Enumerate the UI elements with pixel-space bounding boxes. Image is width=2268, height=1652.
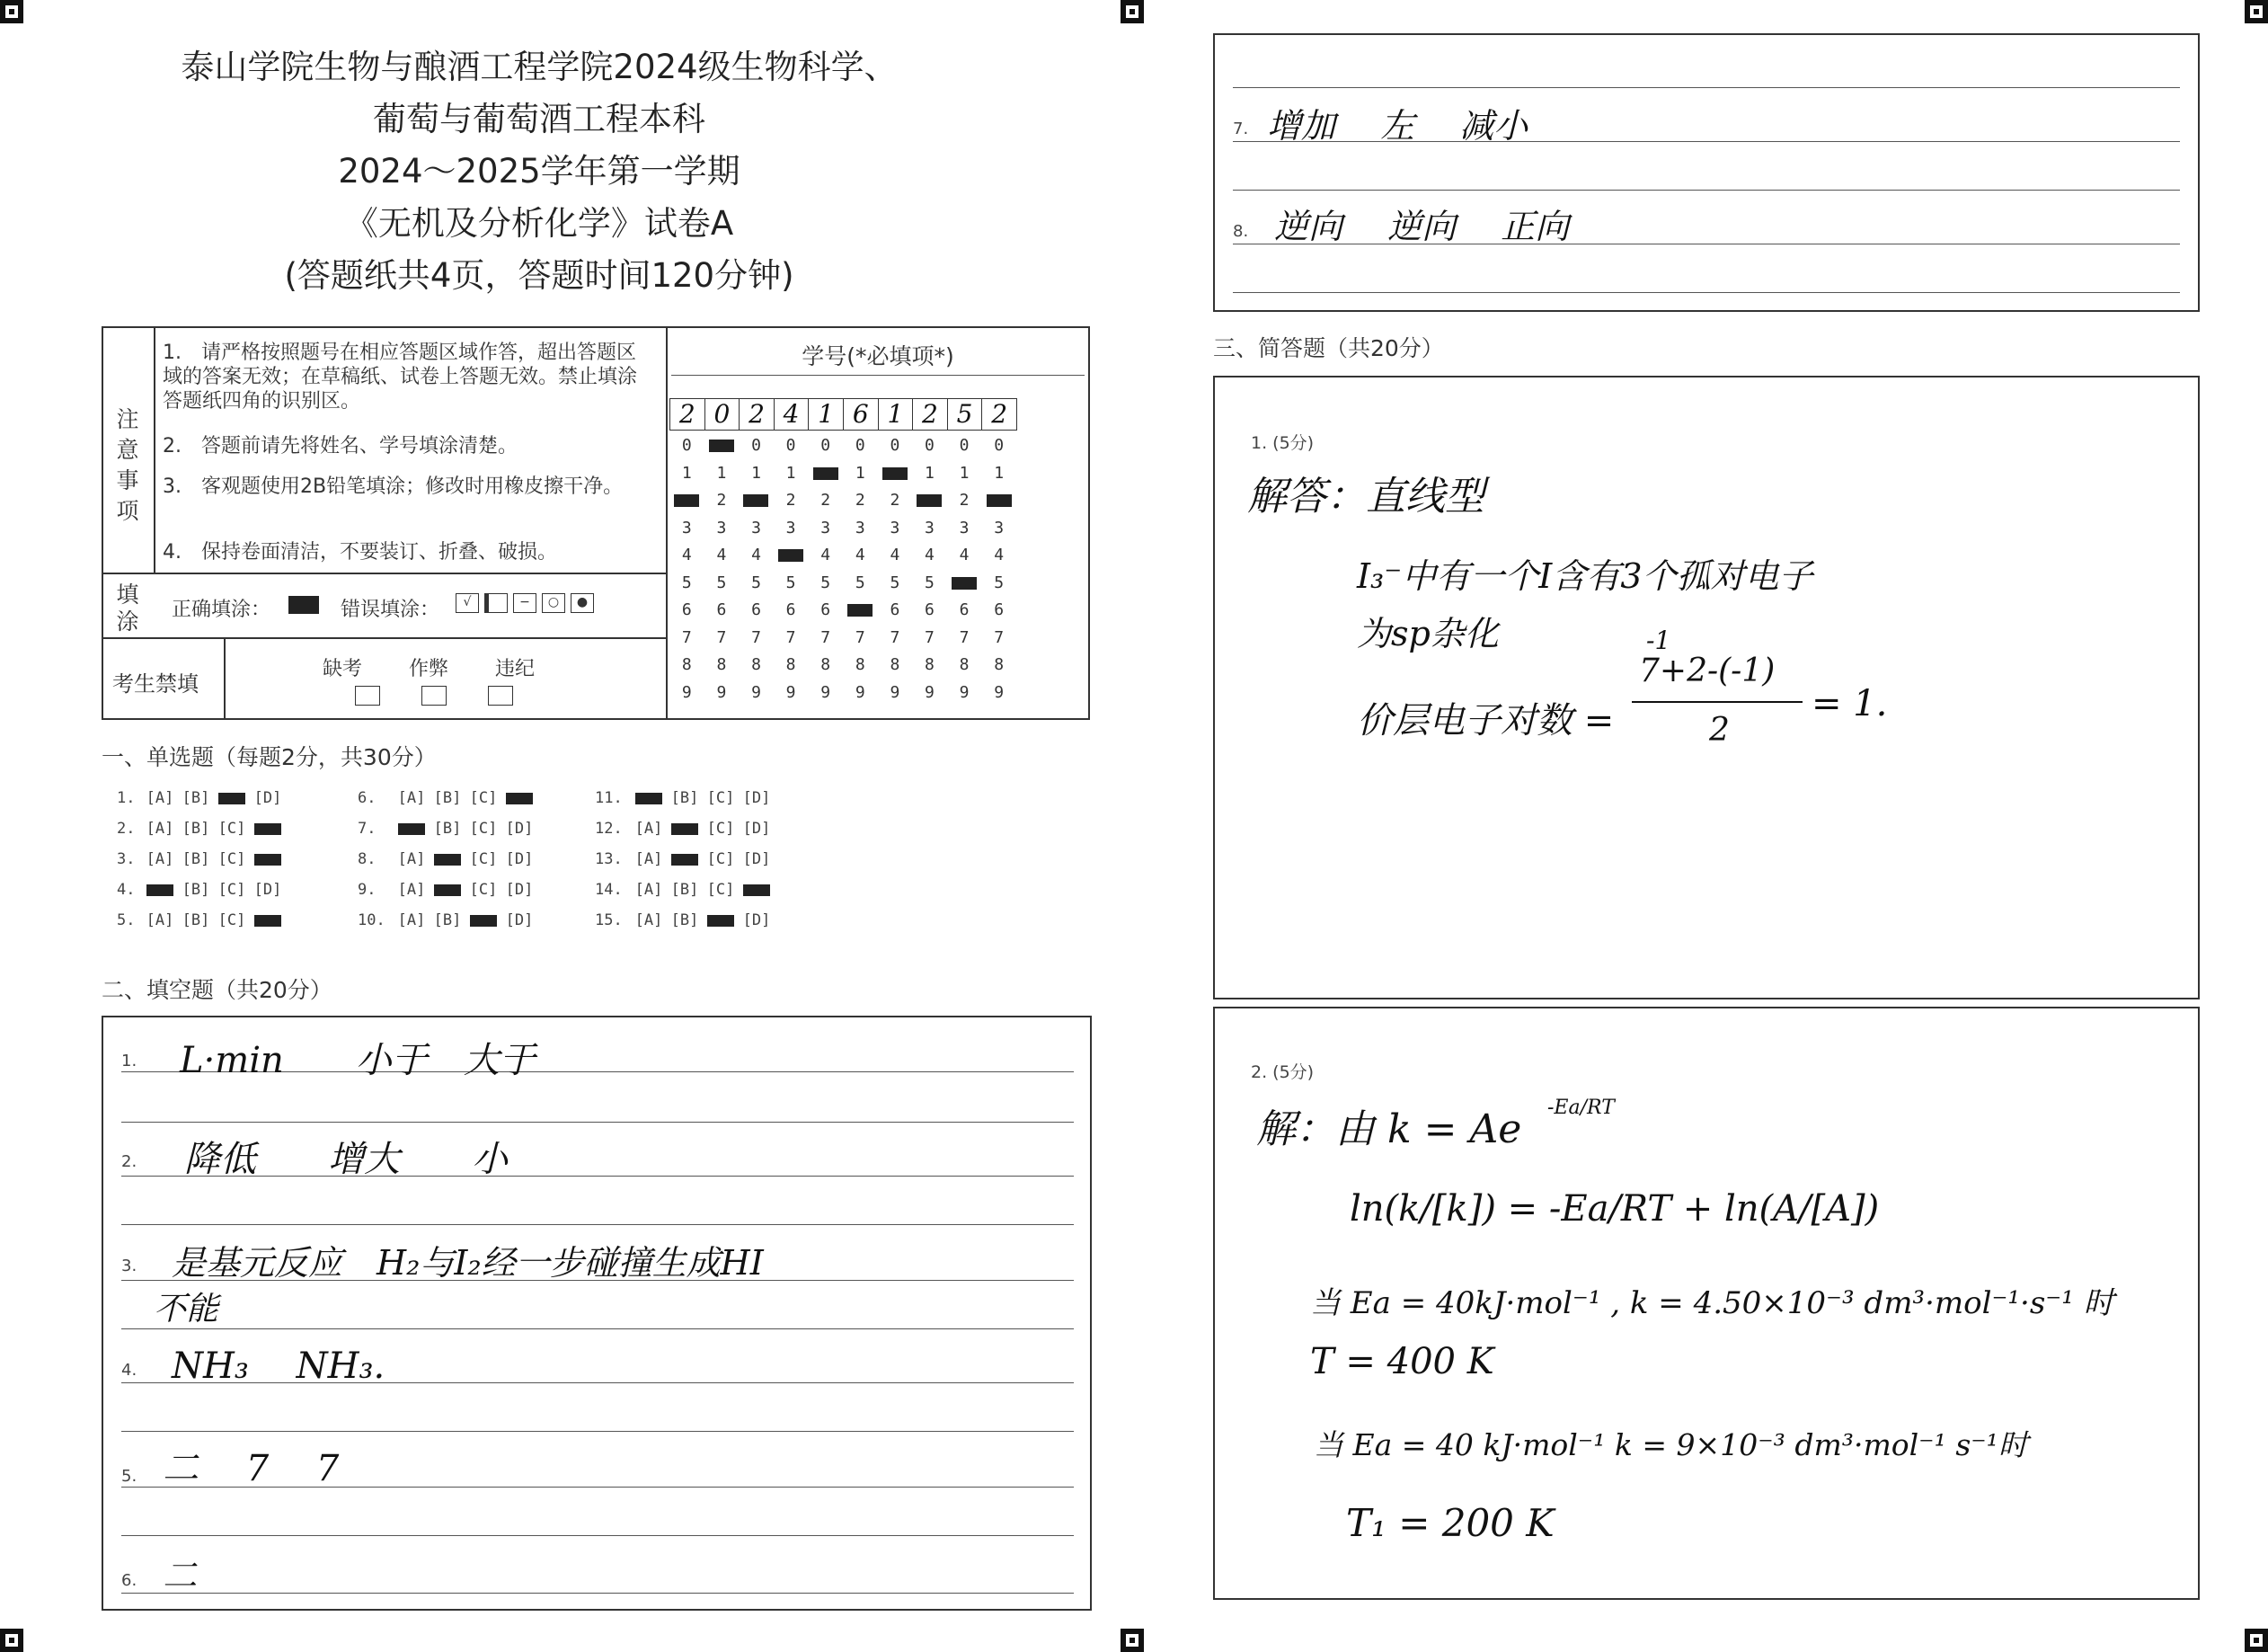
mc-option-b[interactable]: [B]	[670, 881, 699, 899]
q1-line-3: 为sp杂化	[1357, 614, 1499, 653]
id-bubble[interactable]: 4	[716, 546, 727, 564]
id-bubble[interactable]: 5	[925, 573, 935, 592]
blank-q5-answer: 二 7 7	[163, 1448, 340, 1489]
id-bubble[interactable]: 3	[994, 518, 1005, 537]
mc-option-d[interactable]: [D]	[742, 911, 771, 929]
blank-q6-answer: 二	[163, 1556, 198, 1595]
id-digit-9: 5	[948, 399, 983, 430]
mc-question-number: 1.	[117, 789, 136, 807]
blank-q3-answer: 是基元反应 H₂与I₂经一步碰撞生成HI	[172, 1243, 764, 1283]
mc-option-b[interactable]: [B]	[182, 881, 210, 899]
mc-question-number: 11.	[595, 789, 623, 807]
id-bubble-row	[669, 628, 1016, 647]
mc-option-a[interactable]: [A]	[634, 881, 663, 899]
id-bubble-row	[669, 464, 1016, 483]
fill-blank-box-right	[1213, 33, 2200, 312]
mc-option-filled[interactable]	[667, 850, 703, 868]
student-id-digits	[669, 398, 1017, 431]
notice-item-1: 1. 请严格按照题号在相应答题区域作答，超出答题区域的答案无效；在草稿纸、试卷上答题无效。禁止填涂答题纸四角的识别区。	[163, 342, 638, 413]
blank-q4-answer: NH₃ NH₃.	[172, 1346, 385, 1387]
mc-option-b[interactable]: [B]	[433, 911, 462, 929]
mc-question-number: 2.	[117, 820, 136, 838]
q1-fraction-superscript: -1	[1646, 626, 1671, 655]
id-bubble[interactable]: 9	[716, 682, 727, 702]
id-bubble[interactable]: 7	[855, 627, 865, 647]
id-bubble[interactable]: 7	[751, 627, 761, 647]
mc-question-number: 15.	[595, 911, 623, 929]
wrong-mark-circle: ○	[542, 593, 565, 613]
id-bubble[interactable]: 1	[716, 463, 727, 483]
id-bubble-filled[interactable]	[878, 464, 913, 483]
id-bubble[interactable]: 1	[681, 463, 692, 483]
mc-question-number: 3.	[117, 850, 136, 868]
id-bubble[interactable]: 4	[994, 546, 1005, 564]
mc-question-2	[117, 820, 286, 838]
mc-option-c[interactable]: [C]	[469, 881, 498, 899]
registration-mark-top-left	[0, 0, 23, 23]
id-bubble[interactable]: 1	[959, 463, 970, 483]
id-bubble[interactable]: 3	[959, 518, 970, 537]
id-bubble-filled[interactable]	[912, 491, 947, 510]
id-bubble[interactable]: 1	[751, 463, 761, 483]
mc-option-d[interactable]: [D]	[253, 789, 282, 807]
mc-question-3	[117, 850, 286, 868]
id-bubble[interactable]: 0	[890, 436, 900, 455]
mc-option-filled[interactable]	[739, 881, 775, 899]
id-bubble[interactable]: 8	[890, 655, 900, 674]
id-bubble-row	[669, 573, 1016, 592]
blank-q2-answer: 降低 增大 小	[184, 1139, 508, 1180]
mc-option-c[interactable]: [C]	[217, 850, 246, 868]
mc-option-a[interactable]: [A]	[634, 850, 663, 868]
id-bubble[interactable]: 5	[681, 573, 692, 592]
id-bubble[interactable]: 2	[820, 491, 831, 510]
registration-mark-bottom-left	[0, 1629, 23, 1652]
mc-question-7	[358, 820, 537, 838]
registration-mark-bottom-right	[2245, 1629, 2268, 1652]
header-line-5: (答题纸共4页，答题时间120分钟)	[284, 256, 794, 295]
id-bubble[interactable]: 5	[994, 573, 1005, 592]
id-bubble[interactable]: 8	[925, 655, 935, 674]
mc-option-c[interactable]: [C]	[217, 820, 246, 838]
id-bubble[interactable]: 2	[716, 491, 727, 510]
forbidden-violation: 违纪	[495, 658, 536, 680]
mc-question-number: 6.	[358, 789, 377, 807]
mc-question-13	[595, 850, 775, 868]
mc-option-a[interactable]: [A]	[397, 881, 426, 899]
wrong-fill-label: 错误填涂：	[341, 599, 440, 621]
wrong-mark-partial	[484, 593, 508, 613]
mc-option-filled[interactable]	[250, 820, 286, 838]
q1-line-1: 解答：直线型	[1247, 474, 1484, 520]
mc-option-d[interactable]: [D]	[505, 881, 534, 899]
id-digit-2: 0	[705, 399, 740, 430]
id-bubble[interactable]: 7	[820, 627, 831, 647]
id-bubble[interactable]: 5	[890, 573, 900, 592]
fill-side-label: 填涂	[116, 582, 139, 635]
id-bubble[interactable]: 3	[925, 518, 935, 537]
id-bubble[interactable]: 4	[959, 546, 970, 564]
short-answer-q1-label: 1. (5分)	[1251, 433, 1315, 453]
q2-line-5: 当 Ea = 40 kJ·mol⁻¹ k = 9×10⁻³ dm³·mol⁻¹ s⁻¹时	[1314, 1427, 2028, 1462]
id-bubble-filled[interactable]	[843, 600, 878, 619]
fill-blank-box-left	[102, 1016, 1092, 1611]
mc-option-filled[interactable]	[250, 911, 286, 929]
id-bubble[interactable]: 0	[681, 436, 692, 455]
mc-question-number: 8.	[358, 850, 377, 868]
mc-option-b[interactable]: [B]	[433, 820, 462, 838]
mc-option-filled[interactable]	[631, 789, 667, 807]
id-digit-3: 2	[740, 399, 775, 430]
id-bubble-filled[interactable]	[808, 464, 843, 483]
blank-q4-number: 4.	[121, 1361, 137, 1380]
id-bubble[interactable]: 8	[681, 655, 692, 674]
short-answer-q1-box	[1213, 376, 2200, 999]
mc-option-filled[interactable]	[430, 850, 465, 868]
mc-option-d[interactable]: [D]	[742, 789, 771, 807]
mc-option-filled[interactable]	[667, 820, 703, 838]
q1-fraction-result: = 1.	[1812, 683, 1888, 724]
mc-option-d[interactable]: [D]	[505, 820, 534, 838]
id-bubble[interactable]: 8	[820, 655, 831, 674]
id-bubble[interactable]: 3	[716, 518, 727, 537]
mc-option-b[interactable]: [B]	[182, 850, 210, 868]
id-bubble[interactable]: 9	[681, 682, 692, 702]
q2-exponent: -Ea/RT	[1547, 1097, 1615, 1119]
id-bubble[interactable]: 0	[994, 436, 1005, 455]
mc-option-filled[interactable]	[430, 881, 465, 899]
mc-option-filled[interactable]	[142, 881, 178, 899]
mc-option-filled[interactable]	[703, 911, 739, 929]
notice-item-4: 4. 保持卷面清洁，不要装订、折叠、破损。	[163, 541, 557, 564]
mc-option-d[interactable]: [D]	[742, 820, 771, 838]
id-bubble-filled[interactable]	[669, 491, 704, 510]
id-bubble[interactable]: 7	[716, 627, 727, 647]
id-digit-7: 1	[879, 399, 914, 430]
mc-option-a[interactable]: [A]	[146, 820, 174, 838]
id-bubble[interactable]: 0	[925, 436, 935, 455]
id-bubble[interactable]: 9	[890, 682, 900, 702]
id-bubble[interactable]: 9	[925, 682, 935, 702]
mc-question-number: 7.	[358, 820, 377, 838]
blank-q1-number: 1.	[121, 1052, 137, 1070]
id-bubble-filled[interactable]	[774, 546, 809, 564]
mc-question-6	[358, 789, 537, 807]
id-bubble[interactable]: 8	[751, 655, 761, 674]
mc-option-b[interactable]: [B]	[182, 911, 210, 929]
blank-q7-number: 7.	[1233, 120, 1249, 138]
id-bubble[interactable]: 4	[820, 546, 831, 564]
registration-mark-bottom-center	[1121, 1629, 1144, 1652]
short-answer-q2-label: 2. (5分)	[1251, 1062, 1315, 1082]
registration-mark-top-right	[2245, 0, 2268, 23]
absent-checkbox[interactable]	[355, 686, 380, 706]
id-bubble[interactable]: 5	[855, 573, 865, 592]
mc-option-a[interactable]: [A]	[634, 820, 663, 838]
q2-line-4: T = 400 K	[1310, 1341, 1494, 1382]
mc-question-number: 14.	[595, 881, 623, 899]
id-bubble[interactable]: 1	[855, 463, 865, 483]
id-bubble-row	[669, 683, 1016, 702]
header-line-3: 2024～2025学年第一学期	[338, 152, 740, 191]
id-bubble[interactable]: 6	[925, 600, 935, 619]
id-bubble[interactable]: 9	[994, 682, 1005, 702]
mc-option-d[interactable]: [D]	[505, 850, 534, 868]
mc-question-number: 10.	[358, 911, 385, 929]
q2-line-2: ln(k/[k]) = -Ea/RT + ln(A/[A])	[1350, 1188, 1880, 1230]
id-bubble[interactable]: 7	[959, 627, 970, 647]
blank-q5-number: 5.	[121, 1467, 137, 1486]
mc-option-filled[interactable]	[465, 911, 501, 929]
q2-line-6: T₁ = 200 K	[1346, 1501, 1555, 1545]
blank-q3-answer-line-2: 不能	[154, 1291, 219, 1328]
q1-fraction-bar	[1632, 701, 1803, 703]
mc-option-c[interactable]: [C]	[469, 820, 498, 838]
q2-line-3: 当 Ea = 40kJ·mol⁻¹ , k = 4.50×10⁻³ dm³·mol⁻¹·s⁻¹ 时	[1310, 1285, 2114, 1321]
id-bubble[interactable]: 0	[820, 436, 831, 455]
id-bubble[interactable]: 6	[716, 600, 727, 619]
id-bubble[interactable]: 4	[925, 546, 935, 564]
mc-option-c[interactable]: [C]	[469, 789, 498, 807]
section-3-title: 三、简答题（共20分）	[1213, 335, 1444, 361]
wrong-fill-examples	[456, 593, 599, 613]
id-bubble[interactable]: 5	[751, 573, 761, 592]
mc-option-d[interactable]: [D]	[742, 850, 771, 868]
id-bubble[interactable]: 8	[959, 655, 970, 674]
id-bubble[interactable]: 5	[785, 573, 796, 592]
id-bubble[interactable]: 8	[785, 655, 796, 674]
mc-question-12	[595, 820, 775, 838]
blank-q8-number: 8.	[1233, 222, 1249, 241]
id-bubble[interactable]: 9	[751, 682, 761, 702]
id-bubble[interactable]: 7	[890, 627, 900, 647]
id-bubble[interactable]: 4	[855, 546, 865, 564]
mc-option-filled[interactable]	[250, 850, 286, 868]
id-bubble[interactable]: 7	[994, 627, 1005, 647]
id-bubble-row	[669, 436, 1016, 455]
wrong-mark-dot: ●	[571, 593, 594, 613]
id-bubble[interactable]: 3	[785, 518, 796, 537]
mc-option-b[interactable]: [B]	[182, 820, 210, 838]
mc-question-10	[358, 911, 537, 929]
student-id-title: 学号(*必填项*)	[802, 343, 954, 369]
notice-item-2: 2. 答题前请先将姓名、学号填涂清楚。	[163, 435, 518, 457]
id-bubble[interactable]: 4	[681, 546, 692, 564]
short-answer-q2-box	[1213, 1007, 2200, 1600]
mc-option-a[interactable]: [A]	[634, 911, 663, 929]
wrong-mark-check: √	[456, 593, 479, 613]
forbidden-absent: 缺考	[323, 658, 363, 680]
id-bubble[interactable]: 4	[751, 546, 761, 564]
mc-option-filled[interactable]	[394, 820, 430, 838]
q1-line-2: I₃⁻中有一个I含有3个孤对电子	[1357, 556, 1813, 596]
q1-line-4: 价层电子对数 =	[1357, 700, 1615, 742]
q2-line-1: 解：由 k = Ae	[1256, 1106, 1522, 1152]
id-bubble[interactable]: 2	[855, 491, 865, 510]
id-digit-1: 2	[670, 399, 705, 430]
mc-option-filled[interactable]	[501, 789, 537, 807]
id-bubble[interactable]: 7	[785, 627, 796, 647]
id-bubble[interactable]: 9	[820, 682, 831, 702]
mc-question-number: 5.	[117, 911, 136, 929]
notice-side-label: 注意事项	[116, 406, 139, 524]
id-bubble[interactable]: 0	[959, 436, 970, 455]
id-bubble[interactable]: 8	[716, 655, 727, 674]
id-digit-5: 1	[809, 399, 844, 430]
id-bubble[interactable]: 7	[925, 627, 935, 647]
forbidden-cheat: 作弊	[409, 658, 449, 680]
id-bubble[interactable]: 0	[785, 436, 796, 455]
id-bubble[interactable]: 7	[681, 627, 692, 647]
id-bubble[interactable]: 6	[751, 600, 761, 619]
blank-q1-answer: L·min 小于 大于	[180, 1040, 536, 1081]
mc-option-a[interactable]: [A]	[397, 850, 426, 868]
cheat-checkbox[interactable]	[421, 686, 447, 706]
q1-fraction-denominator: 2	[1709, 712, 1730, 749]
mc-option-a[interactable]: [A]	[146, 789, 174, 807]
id-bubble-row	[669, 519, 1016, 537]
mc-option-c[interactable]: [C]	[217, 881, 246, 899]
header-line-1: 泰山学院生物与酿酒工程学院2024级生物科学、	[181, 48, 898, 86]
mc-option-a[interactable]: [A]	[146, 850, 174, 868]
id-digit-6: 6	[844, 399, 879, 430]
id-bubble-filled[interactable]	[981, 491, 1016, 510]
mc-question-14	[595, 881, 775, 899]
section-2-title: 二、填空题（共20分）	[102, 977, 332, 1003]
id-bubble[interactable]: 8	[855, 655, 865, 674]
mc-option-c[interactable]: [C]	[706, 789, 735, 807]
id-bubble[interactable]: 6	[959, 600, 970, 619]
id-bubble-filled[interactable]	[947, 573, 982, 592]
id-bubble[interactable]: 8	[994, 655, 1005, 674]
correct-fill-label: 正确填涂：	[172, 599, 271, 621]
mc-option-a[interactable]: [A]	[397, 911, 426, 929]
id-bubble[interactable]: 3	[751, 518, 761, 537]
mc-question-15	[595, 911, 775, 929]
id-digit-10: 2	[982, 399, 1017, 430]
id-bubble[interactable]: 6	[994, 600, 1005, 619]
q1-fraction-numerator: 7+2-(-1)	[1639, 653, 1776, 689]
mc-option-d[interactable]: [D]	[505, 911, 534, 929]
student-id-bubble-grid	[669, 436, 1092, 715]
registration-mark-top-center	[1121, 0, 1144, 23]
mc-question-8	[358, 850, 537, 868]
mc-question-number: 12.	[595, 820, 623, 838]
id-bubble[interactable]: 5	[716, 573, 727, 592]
blank-q7-answer: 增加 左 减小	[1267, 106, 1528, 146]
mc-option-c[interactable]: [C]	[706, 820, 735, 838]
id-bubble-row	[669, 600, 1016, 619]
id-bubble-row	[669, 655, 1016, 674]
id-digit-4: 4	[775, 399, 810, 430]
notice-item-3: 3. 客观题使用2B铅笔填涂；修改时用橡皮擦干净。	[163, 475, 624, 498]
id-bubble-row	[669, 491, 1016, 510]
id-bubble[interactable]: 4	[890, 546, 900, 564]
blank-q8-answer: 逆向 逆向 正向	[1274, 207, 1570, 246]
id-bubble[interactable]: 6	[681, 600, 692, 619]
mc-question-number: 4.	[117, 881, 136, 899]
mc-question-4	[117, 881, 286, 899]
id-bubble[interactable]: 9	[785, 682, 796, 702]
blank-q2-number: 2.	[121, 1152, 137, 1171]
blank-q6-number: 6.	[121, 1571, 137, 1590]
mc-option-c[interactable]: [C]	[217, 911, 246, 929]
id-bubble[interactable]: 1	[785, 463, 796, 483]
mc-option-c[interactable]: [C]	[706, 850, 735, 868]
info-block	[102, 326, 1090, 720]
id-bubble[interactable]: 6	[820, 600, 831, 619]
id-bubble[interactable]: 9	[855, 682, 865, 702]
id-bubble[interactable]: 3	[681, 518, 692, 537]
mc-question-11	[595, 789, 775, 807]
mc-question-1	[117, 789, 286, 807]
id-bubble[interactable]: 3	[855, 518, 865, 537]
id-bubble[interactable]: 2	[959, 491, 970, 510]
correct-fill-example	[288, 596, 319, 614]
mc-option-b[interactable]: [B]	[670, 789, 699, 807]
mc-option-b[interactable]: [B]	[182, 789, 210, 807]
id-bubble[interactable]: 6	[890, 600, 900, 619]
id-bubble-row	[669, 546, 1016, 564]
mc-option-d[interactable]: [D]	[253, 881, 282, 899]
id-bubble[interactable]: 1	[994, 463, 1005, 483]
header-line-2: 葡萄与葡萄酒工程本科	[373, 100, 705, 138]
mc-option-b[interactable]: [B]	[670, 911, 699, 929]
id-bubble[interactable]: 5	[820, 573, 831, 592]
id-bubble[interactable]: 0	[855, 436, 865, 455]
mc-question-number: 13.	[595, 850, 623, 868]
id-bubble[interactable]: 2	[785, 491, 796, 510]
section-1-title: 一、单选题（每题2分，共30分）	[102, 744, 437, 770]
mc-option-c[interactable]: [C]	[706, 881, 735, 899]
mc-question-5	[117, 911, 286, 929]
mc-question-number: 9.	[358, 881, 377, 899]
mc-option-a[interactable]: [A]	[146, 911, 174, 929]
id-bubble[interactable]: 9	[959, 682, 970, 702]
id-bubble[interactable]: 6	[785, 600, 796, 619]
mc-option-b[interactable]: [B]	[433, 789, 462, 807]
blank-q3-number: 3.	[121, 1257, 137, 1275]
id-bubble[interactable]: 1	[925, 463, 935, 483]
mc-option-a[interactable]: [A]	[397, 789, 426, 807]
id-bubble[interactable]: 3	[820, 518, 831, 537]
mc-option-filled[interactable]	[214, 789, 250, 807]
id-bubble[interactable]: 2	[890, 491, 900, 510]
id-bubble-filled[interactable]	[739, 491, 774, 510]
id-bubble[interactable]: 0	[751, 436, 761, 455]
id-bubble-filled[interactable]	[704, 436, 740, 455]
violation-checkbox[interactable]	[488, 686, 513, 706]
mc-option-c[interactable]: [C]	[469, 850, 498, 868]
mc-question-9	[358, 881, 537, 899]
id-bubble[interactable]: 3	[890, 518, 900, 537]
forbidden-label: 考生禁填	[112, 671, 199, 697]
wrong-mark-dash: −	[513, 593, 536, 613]
id-digit-8: 2	[913, 399, 948, 430]
header-line-4: 《无机及分析化学》试卷A	[344, 204, 734, 243]
